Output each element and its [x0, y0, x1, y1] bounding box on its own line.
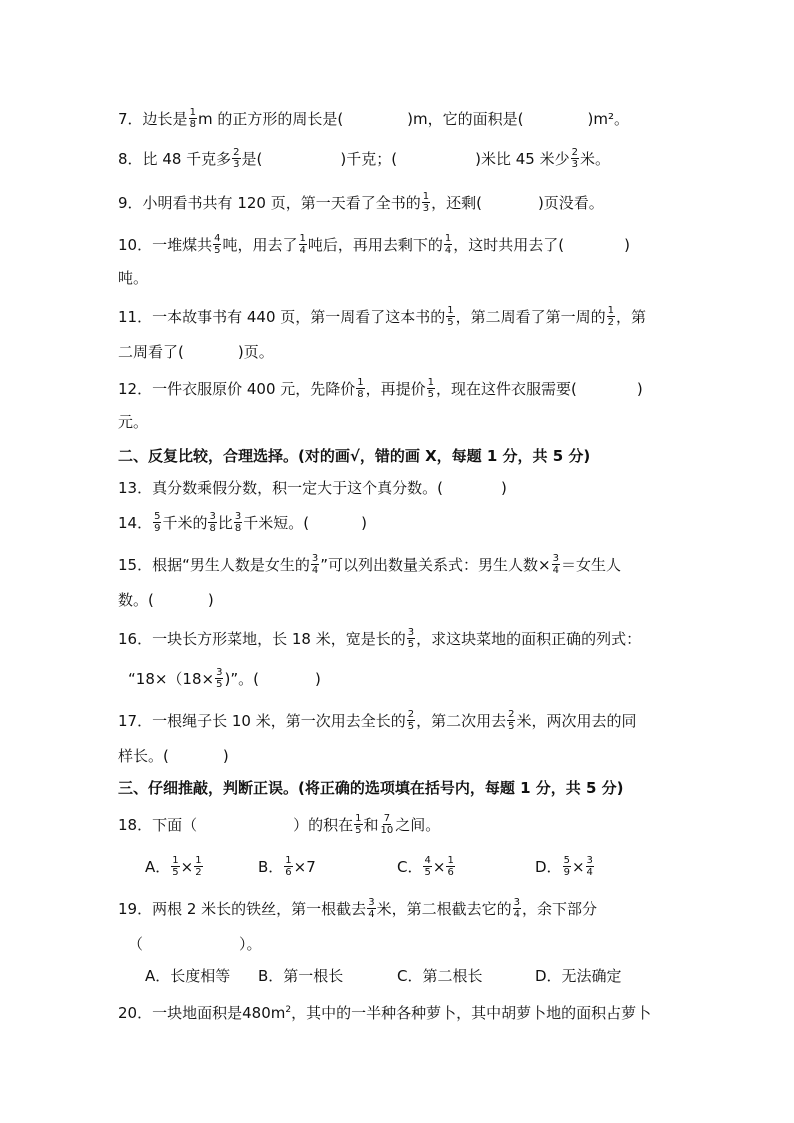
fraction: $\frac{3}{4}$ — [311, 553, 319, 576]
question-10: 10．一堆煤共 $\frac{4}{5}$ 吨，用去了 $\frac{1}{4}$ 吨后，再用去剩下的 $\frac{1}{4}$ ，这时共用去了( ) — [118, 233, 630, 256]
option-b[interactable]: B．第一根长 — [258, 967, 344, 985]
question-19: 19．两根 2 米长的铁丝，第一根截去 $\frac{3}{4}$ 米，第二根截去它的 $\frac{3}{4}$ ，余下部分 — [118, 897, 597, 920]
option-a[interactable]: A．长度相等 — [145, 967, 231, 985]
question-17-cont: 样长。( ) — [118, 747, 229, 765]
option-b[interactable]: B． $\frac{1}{6}$ ×7 — [258, 855, 316, 878]
fraction: $\frac{1}{4}$ — [299, 233, 306, 256]
question-7: 7．边长是 $\frac{1}{8}$ m 的正方形的周长是( )m，它的面积是( )m²。 — [118, 107, 629, 130]
fraction: $\frac{2}{3}$ — [571, 147, 578, 170]
question-11: 11．一本故事书有 440 页，第一周看了这本书的 $\frac{1}{5}$ ，第二周看了第一周的 $\frac{1}{2}$ ，第 — [118, 305, 647, 328]
section-3-heading: 三、仔细推敲，判断正误。(将正确的选项填在括号内，每题 1 分，共 5 分) — [118, 779, 624, 797]
fraction: $\frac{2}{3}$ — [233, 147, 240, 170]
fraction: $\frac{3}{4}$ — [552, 553, 559, 576]
question-11-cont: 二周看了( )页。 — [118, 343, 274, 361]
fraction: $\frac{5}{9}$ — [154, 511, 161, 534]
fraction: $\frac{1}{3}$ — [422, 191, 430, 214]
fraction: $\frac{7}{10}$ — [380, 813, 394, 836]
question-8: 8．比 48 千克多 $\frac{2}{3}$ 是( )千克；( )米比 45 米少 $\frac{2}{3}$ 米。 — [118, 147, 610, 170]
question-16: 16．一块长方形菜地，长 18 米，宽是长的 $\frac{3}{5}$ ，求这块菜地的面积正确的列式： — [118, 627, 642, 650]
question-16-cont: “18×（18× $\frac{3}{5}$ )”。( ) — [128, 667, 321, 690]
question-20: 20．一块地面积是$480m^2$，其中的一半种各种萝卜，其中胡萝卜地的面积占萝卜 — [118, 1004, 652, 1022]
question-10-cont: 吨。 — [118, 269, 149, 287]
option-d[interactable]: D．无法确定 — [535, 967, 622, 985]
fraction: $\frac{1}{8}$ — [357, 377, 364, 400]
fraction: $\frac{1}{5}$ — [427, 377, 435, 400]
fraction: $\frac{3}{4}$ — [368, 897, 375, 920]
fraction: $\frac{3}{5}$ — [216, 667, 223, 690]
question-18: 18．下面（ ）的积在 $\frac{1}{5}$ 和 $\frac{7}{10}$ 之间。 — [118, 813, 441, 836]
fraction: $\frac{2}{5}$ — [407, 709, 415, 732]
fraction: $\frac{2}{5}$ — [508, 709, 515, 732]
option-c[interactable]: C． $\frac{4}{5}$ × $\frac{1}{6}$ — [397, 855, 454, 878]
fraction: $\frac{3}{4}$ — [513, 897, 520, 920]
question-9: 9．小明看书共有 120 页，第一天看了全书的 $\frac{1}{3}$ ，还剩( )页没看。 — [118, 191, 604, 214]
fraction: $\frac{4}{5}$ — [214, 233, 221, 256]
question-19-options — [145, 966, 665, 986]
question-14: 14． $\frac{5}{9}$ 千米的 $\frac{3}{8}$ 比 $\frac{3}{8}$ 千米短。( ) — [118, 511, 367, 534]
question-12-cont: 元。 — [118, 413, 149, 431]
question-13: 13．真分数乘假分数，积一定大于这个真分数。( ) — [118, 479, 507, 497]
option-a[interactable]: A． $\frac{1}{5}$ × $\frac{1}{2}$ — [145, 855, 202, 878]
fraction: $\frac{1}{5}$ — [355, 813, 362, 836]
fraction: $\frac{1}{8}$ — [189, 107, 196, 130]
option-d[interactable]: D． $\frac{5}{9}$ × $\frac{3}{4}$ — [535, 855, 593, 878]
fraction: $\frac{3}{8}$ — [234, 511, 242, 534]
question-15-cont: 数。( ) — [118, 591, 214, 609]
question-18-options — [145, 856, 665, 876]
question-12: 12．一件衣服原价 400 元，先降价 $\frac{1}{8}$ ，再提价 $\frac{1}{5}$ ，现在这件衣服需要( ) — [118, 377, 643, 400]
question-19-cont: （ ）。 — [128, 935, 262, 953]
section-2-heading: 二、反复比较，合理选择。(对的画√，错的画 X，每题 1 分，共 5 分) — [118, 447, 591, 465]
fraction: $\frac{3}{5}$ — [407, 627, 415, 650]
fraction: $\frac{3}{8}$ — [209, 511, 216, 534]
fraction: $\frac{1}{4}$ — [444, 233, 452, 256]
question-15: 15．根据“男生人数是女生的 $\frac{3}{4}$ ”可以列出数量关系式：男生人数× $\frac{3}{4}$ ＝女生人 — [118, 553, 621, 576]
question-17: 17．一根绳子长 10 米，第一次用去全长的 $\frac{2}{5}$ ，第二次用去 $\frac{2}{5}$ 米，两次用去的同 — [118, 709, 637, 732]
option-c[interactable]: C．第二根长 — [397, 967, 483, 985]
fraction: $\frac{1}{2}$ — [607, 305, 615, 328]
fraction: $\frac{1}{5}$ — [447, 305, 454, 328]
